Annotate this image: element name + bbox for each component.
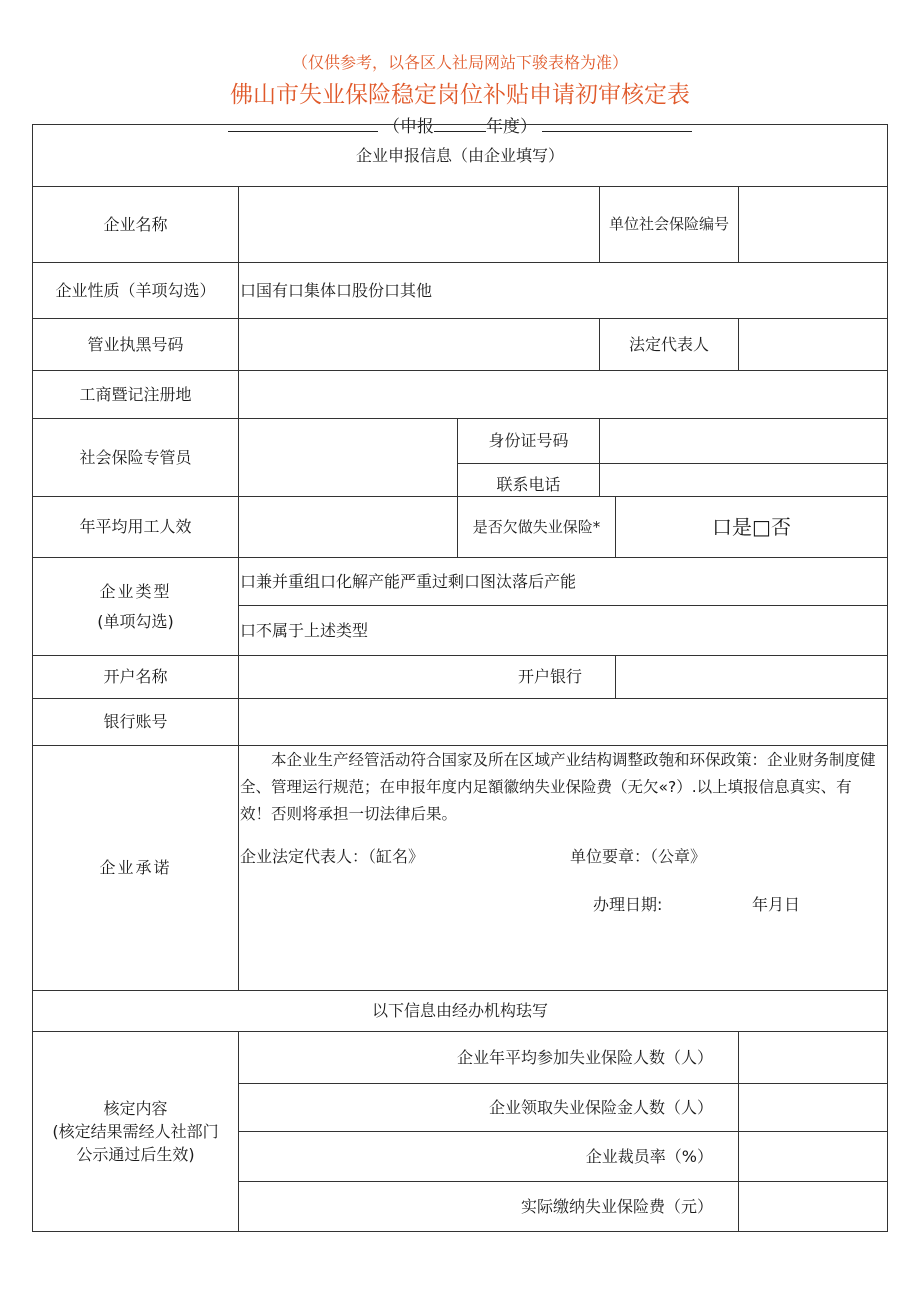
form-title: 佛山市失业保险稳定岗位补贴申请初审核定表 — [230, 82, 690, 108]
account-no-field[interactable] — [239, 699, 887, 745]
company-type-option-1[interactable]: 口兼并重组口化解产能严重过剩口图汰落后产能 — [240, 571, 577, 591]
seal-label: 单位要章：（公章》 — [570, 847, 707, 866]
company-type-option-2[interactable]: 口不属于上述类型 — [240, 620, 369, 640]
verify-label-cell — [33, 1032, 238, 1231]
avg-employees-field[interactable] — [239, 497, 457, 557]
verify-item-label: 企业领取失业保险金人数（人） — [488, 1097, 713, 1117]
account-name-label: 开户名称 — [103, 667, 168, 686]
arrears-label: 是否欠做失业保险* — [472, 517, 601, 536]
company-name-field[interactable] — [239, 187, 599, 262]
account-name-field[interactable] — [239, 656, 499, 698]
verify-item-label: 实际缴纳失业保险费（元） — [520, 1196, 713, 1216]
id-no-label: 身份证号码 — [488, 431, 569, 450]
registry-field[interactable] — [239, 371, 887, 418]
company-type-sub: (单项勾选) — [97, 611, 174, 631]
company-type-label: 企业类型 — [99, 581, 172, 601]
verify-item-value[interactable] — [739, 1182, 887, 1231]
account-no-label: 银行账号 — [103, 712, 168, 731]
company-name-label: 企业名称 — [103, 214, 168, 234]
company-type-cell — [33, 558, 238, 655]
section1-title: 企业申报信息（由企业填写） — [355, 145, 564, 165]
bank-label: 开户银行 — [517, 667, 582, 686]
arrears-options[interactable]: 口是□否 — [712, 514, 791, 539]
verify-item-value[interactable] — [739, 1032, 887, 1083]
insurance-officer-field[interactable] — [239, 419, 457, 496]
verify-label-2: (核定结果需经人社部门 — [52, 1122, 219, 1141]
verify-item-value[interactable] — [739, 1132, 887, 1181]
verify-item-value[interactable] — [739, 1084, 887, 1131]
legal-rep-label: 法定代表人 — [628, 334, 709, 354]
id-no-field[interactable] — [600, 419, 887, 463]
license-label: 管业执黑号码 — [87, 334, 184, 354]
legal-rep-field[interactable] — [739, 319, 887, 370]
pledge-label: 企业承诺 — [99, 858, 172, 877]
nature-options[interactable]: 口国有口集体口股份口其他 — [240, 280, 433, 300]
legal-sign-label: 企业法定代表人：（缸名》 — [240, 847, 425, 866]
social-insurance-no-field[interactable] — [739, 187, 887, 262]
verify-item-label: 企业年平均参加失业保险人数（人） — [456, 1047, 713, 1067]
verify-item-label: 企业裁员率（%） — [585, 1146, 713, 1166]
avg-employees-label: 年平均用工人效 — [79, 517, 192, 536]
period-prefix: （申报 — [383, 117, 434, 137]
date-label: 办理日期: — [593, 895, 663, 914]
license-field[interactable] — [239, 319, 599, 370]
verify-label-1: 核定内容 — [103, 1099, 168, 1118]
phone-field[interactable] — [600, 464, 887, 496]
social-insurance-no-label: 单位社会保险编号 — [608, 215, 729, 234]
pledge-text: 本企业生产经管活动符合国家及所在区域产业结构调整政匏和环保政策：企业财务制度健全、管理运行规范；在申报年度内足額徽纳失业保险费（无欠«?）.以上填报信息真实、有效！否则将承担一切法律后果。 — [240, 751, 876, 823]
verify-label-3: 公示通过后生效) — [76, 1145, 195, 1164]
insurance-officer-label: 社会保险专管员 — [79, 447, 192, 467]
phone-label: 联系电话 — [496, 475, 561, 494]
registry-label: 工商暨记注册地 — [79, 384, 192, 404]
disclaimer-note: （仅供参考，以各区人社局网站下骏表格为准） — [291, 53, 628, 72]
nature-label: 企业性质（羊项勾选） — [55, 280, 216, 300]
date-format: 年月日 — [752, 895, 801, 914]
section2-title: 以下信息由经办机构珐写 — [371, 1001, 548, 1020]
period-suffix: 年度） — [486, 117, 537, 137]
bank-field[interactable] — [616, 656, 887, 698]
